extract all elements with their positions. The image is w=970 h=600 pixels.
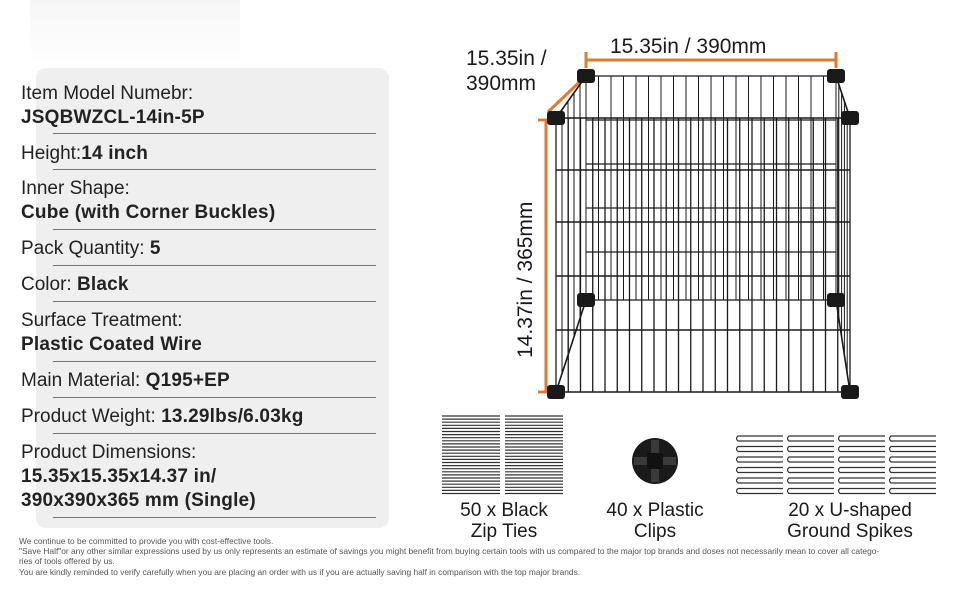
u-shaped-spike	[839, 478, 886, 483]
footnote-line: You are kindly reminded to verify carefully when you are placing an order with us if you are actually saving half in comparison with the top major brands.	[19, 567, 581, 577]
spec-model-label: Item Model Numebr:	[21, 83, 194, 104]
u-shaped-spike	[737, 489, 784, 494]
u-shaped-spike	[788, 489, 835, 494]
accessory-clips-line1: 40 x Plastic	[606, 500, 704, 521]
spec-height-label: Height:	[21, 143, 82, 164]
u-shaped-spike	[788, 457, 835, 462]
u-shaped-spike	[890, 457, 937, 462]
spec-product-dimensions-label: Product Dimensions:	[21, 442, 197, 463]
spec-product-weight-value: 13.29lbs/6.03kg	[161, 406, 304, 427]
top-dimension-label: 15.35in / 390mm	[610, 35, 767, 58]
plastic-clip-icon	[632, 438, 678, 484]
accessory-spikes-line1: 20 x U-shaped	[788, 500, 912, 521]
u-shaped-spike	[788, 468, 835, 473]
u-shaped-spike	[839, 436, 886, 441]
u-shaped-spike	[788, 447, 835, 452]
accessory-zip-ties-line1: 50 x Black	[460, 500, 548, 521]
spec-height-value: 14 inch	[81, 143, 149, 164]
height-dimension-label: 14.37in / 365mm	[514, 201, 537, 358]
spec-color-label: Color:	[21, 274, 77, 295]
u-shaped-spike	[890, 489, 937, 494]
accessory-zip-ties-line2: Zip Ties	[470, 521, 538, 542]
u-shaped-spike	[890, 447, 937, 452]
u-shaped-spike	[788, 436, 835, 441]
footnote-line: ries of tools offered by us.	[19, 556, 115, 566]
spec-inner-shape-value: Cube (with Corner Buckles)	[21, 202, 276, 223]
u-shaped-spike	[737, 457, 784, 462]
u-shaped-spike	[737, 478, 784, 483]
accessory-spikes-line2: Ground Spikes	[787, 521, 913, 542]
accessory-clips-line2: Clips	[633, 521, 677, 542]
u-shaped-spike	[890, 468, 937, 473]
u-shaped-spike	[737, 436, 784, 441]
u-shaped-spike	[890, 436, 937, 441]
u-shaped-spike	[788, 478, 835, 483]
u-shaped-spike	[839, 457, 886, 462]
spec-main-material-label: Main Material:	[21, 370, 146, 391]
spec-model-value: JSQBWZCL-14in-5P	[21, 107, 205, 128]
u-shaped-spike	[839, 489, 886, 494]
spec-product-dimensions-value-line2: 390x390x365 mm (Single)	[21, 490, 256, 511]
u-shaped-spike	[839, 468, 886, 473]
spec-color-value: Black	[76, 274, 129, 295]
u-shaped-spike	[737, 447, 784, 452]
spec-inner-shape-label: Inner Shape:	[21, 178, 130, 199]
u-shaped-spike	[737, 468, 784, 473]
zip-ties-icon	[442, 416, 563, 494]
spec-product-weight-label: Product Weight:	[21, 406, 162, 427]
footnote-line: We continue to be committed to provide you with cost-effective tools.	[19, 536, 274, 546]
footnote-line: "Save Half"or any other similar expressions used by us only represents an estimate of savings you might benefit from buying certain tools with us compared to the major top brands and doses not necessarily mean to cover all catego-	[19, 546, 880, 556]
u-shaped-spikes-icon	[737, 436, 937, 494]
spec-product-dimensions-value-line1: 15.35x15.35x14.37 in/	[21, 466, 217, 487]
spec-surface-treatment-label: Surface Treatment:	[21, 310, 183, 331]
depth-dimension-label-line1: 15.35in /	[466, 47, 547, 70]
u-shaped-spike	[890, 478, 937, 483]
spec-main-material-value: Q195+EP	[145, 370, 230, 391]
spec-surface-treatment-value: Plastic Coated Wire	[21, 334, 203, 355]
spec-pack-quantity-value: 5	[149, 238, 161, 259]
depth-dimension-label-line2: 390mm	[466, 72, 537, 95]
u-shaped-spike	[839, 447, 886, 452]
spec-pack-quantity-label: Pack Quantity:	[21, 238, 150, 259]
